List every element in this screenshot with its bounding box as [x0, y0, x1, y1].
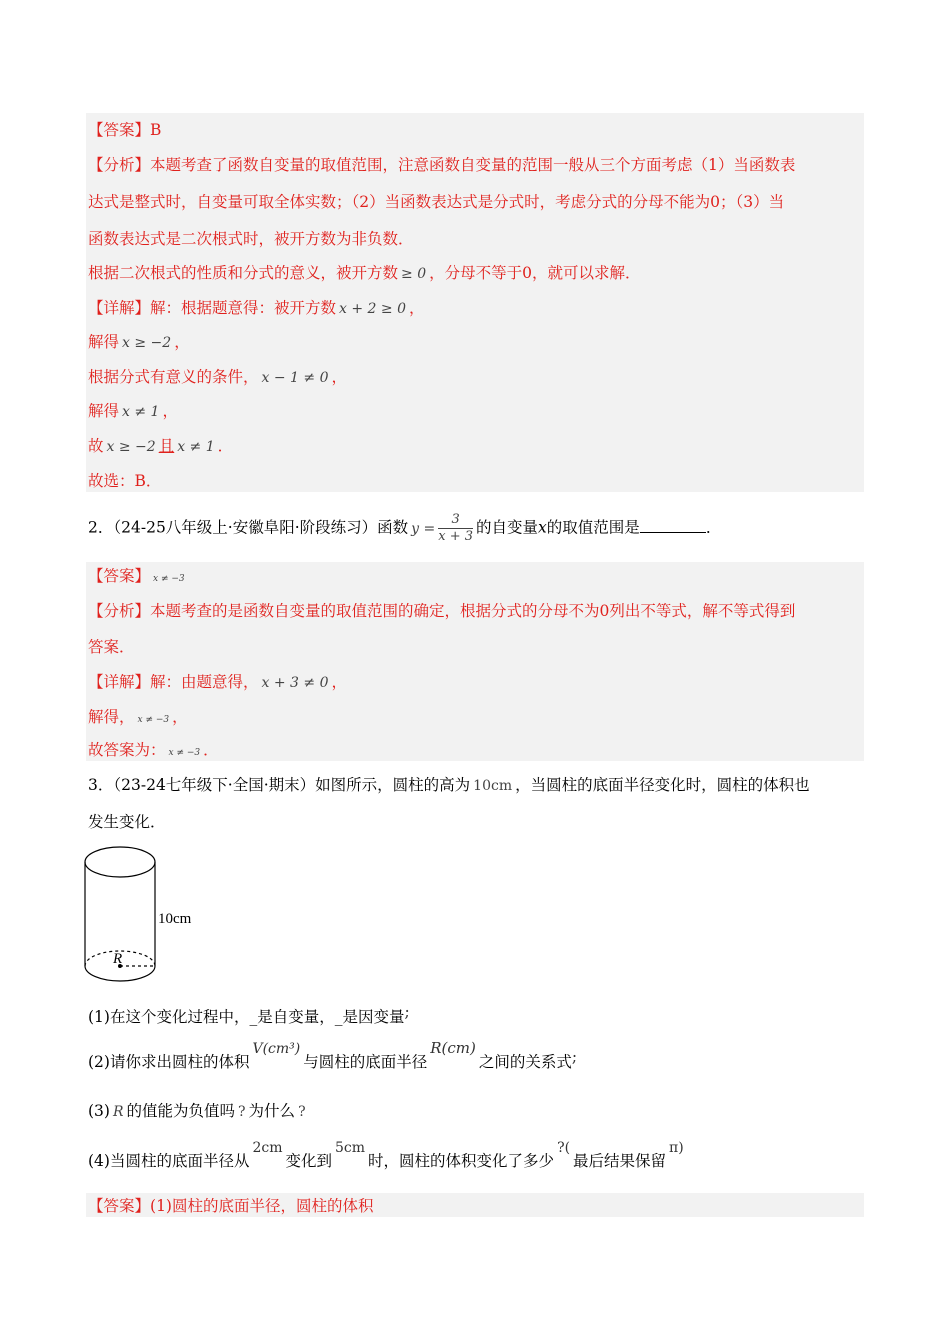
sub-question-text: 与圆柱的底面半径	[303, 1053, 428, 1071]
math-expression: x ≥ −2	[106, 439, 156, 455]
question-number: 3．	[88, 776, 114, 794]
math-expression: x ≠ 1	[122, 404, 160, 420]
math-expression: π)	[669, 1140, 684, 1156]
detail-text: 根据分式有意义的条件，	[88, 368, 259, 386]
q1-analysis-line1	[88, 155, 795, 175]
analysis-text: ，分母不等于0，就可以求解．	[429, 264, 641, 282]
answer-value: B	[150, 121, 162, 139]
cylinder-height-label: 10cm	[158, 911, 192, 927]
math-expression: y =	[411, 520, 436, 537]
q1-analysis-line4	[88, 263, 640, 284]
math-expression: ?	[298, 1104, 306, 1120]
q1-detail-line1	[88, 298, 425, 319]
detail-tag: 【详解】	[88, 673, 151, 691]
sub-question-text: (3)	[88, 1102, 110, 1120]
math-expression: 5cm	[335, 1140, 366, 1156]
q1-answer-line	[88, 120, 161, 140]
math-expression: x + 3 ≠ 0	[261, 675, 329, 691]
detail-text: ，	[331, 673, 348, 691]
analysis-tag: 【分析】	[88, 156, 151, 174]
sub-question-text: 最后结果保留	[573, 1152, 667, 1170]
math-expression: x ≠ −3	[153, 574, 185, 584]
sub-question-text: ;	[404, 1003, 410, 1021]
q2-analysis-line1	[88, 601, 795, 621]
sub-question-text: (2)请你求出圆柱的体积	[88, 1053, 250, 1071]
analysis-tag: 【分析】	[88, 602, 151, 620]
math-expression: x + 2 ≥ 0	[339, 301, 407, 317]
answer-tag: 【答案】	[88, 1197, 151, 1215]
math-expression: ≥ 0	[401, 266, 427, 282]
detail-text: ，	[174, 333, 190, 351]
answer-tag: 【答案】	[88, 567, 151, 585]
math-expression: ?	[238, 1104, 246, 1120]
q2-question	[88, 512, 721, 545]
q1-detail-line2	[88, 332, 190, 353]
q3-answer-line	[88, 1196, 373, 1216]
detail-text: ，	[331, 368, 348, 386]
analysis-text: 本题考查了函数自变量的取值范围，注意函数自变量的范围一般从三个方面考虑（1）当函数表	[150, 156, 796, 174]
math-expression: x ≠ 1	[177, 439, 215, 455]
fraction-denominator: x + 3	[438, 529, 474, 544]
answer-blank[interactable]	[640, 518, 706, 533]
q1-detail-line6	[88, 471, 161, 491]
fraction	[438, 512, 473, 545]
sub-question-text: ;	[571, 1048, 578, 1066]
math-expression: x ≠ −3	[168, 748, 201, 758]
math-expression: 2cm	[252, 1140, 283, 1156]
q3-sub4	[88, 1140, 687, 1172]
sub-question-text: 为什么	[248, 1102, 296, 1120]
question-text: 的自变量	[476, 518, 539, 537]
answer-tag: 【答案】	[88, 121, 151, 139]
question-text: 的取值范围是	[546, 518, 640, 537]
detail-text: 解：根据题意得：被开方数	[150, 299, 337, 317]
sub-question-text: 之间的关系式	[478, 1053, 572, 1071]
detail-text: ．	[217, 437, 234, 455]
analysis-text: 答案．	[88, 638, 135, 656]
analysis-text: 根据二次根式的性质和分式的意义，被开方数	[88, 264, 399, 282]
sub-question-text: (1)在这个变化过程中，_是自变量，_是因变量	[88, 1008, 405, 1026]
analysis-text: 本题考查的是函数自变量的取值范围的确定，根据分式的分母不为0列出不等式，解不等式得到	[150, 602, 796, 620]
q3-sub1	[88, 1003, 410, 1027]
detail-text: ，	[162, 402, 178, 420]
math-expression: ?(	[557, 1140, 571, 1156]
question-text: ，当圆柱的底面半径变化时，圆柱的体积也	[515, 776, 810, 794]
variable: x	[538, 518, 547, 537]
question-text: （24-25八年级上·安徽阜阳·阶段练习）函数	[113, 518, 409, 537]
math-expression: 10cm	[473, 778, 513, 794]
q2-detail-line3	[88, 740, 219, 763]
q2-detail-line1	[88, 672, 347, 693]
question-number: 2．	[88, 518, 114, 537]
detail-text: ，	[409, 299, 425, 317]
detail-tag: 【详解】	[88, 299, 151, 317]
q3-question-line1	[88, 775, 810, 796]
detail-text: 解：由题意得，	[150, 673, 259, 691]
q3-question-line2	[88, 812, 166, 832]
sub-question-text: 时，圆柱的体积变化了多少	[368, 1152, 555, 1170]
q3-sub3	[88, 1101, 309, 1122]
q2-detail-line2	[88, 707, 188, 730]
q1-detail-line3	[88, 367, 347, 388]
sub-question-text: 的值能为负值吗	[126, 1102, 236, 1120]
detail-text: 故选：B．	[88, 472, 162, 490]
detail-text: ，	[172, 708, 188, 726]
detail-text: 且	[158, 437, 175, 455]
q1-analysis-line2	[88, 192, 784, 212]
math-expression: V(cm³)	[252, 1041, 301, 1057]
answer-text: (1)圆柱的底面半径，圆柱的体积	[150, 1197, 374, 1215]
cylinder-bottom-front	[85, 966, 155, 981]
math-expression: R	[112, 1104, 124, 1120]
detail-text: 解得	[88, 402, 120, 420]
math-expression: x ≠ −3	[137, 715, 170, 725]
cylinder-top-ellipse	[85, 847, 155, 877]
question-text: 发生变化．	[88, 813, 166, 831]
question-text: ．	[705, 518, 722, 537]
q1-detail-line5	[88, 436, 233, 457]
sub-question-text: 变化到	[285, 1152, 333, 1170]
q2-answer-block	[86, 562, 864, 761]
analysis-text: 达式是整式时，自变量可取全体实数；（2）当函数表达式是分式时，考虑分式的分母不能为0；（3）当	[88, 193, 785, 211]
cylinder-radius-label: R	[113, 951, 123, 967]
q1-detail-line4	[88, 401, 178, 422]
q2-answer-line	[88, 566, 188, 589]
math-expression: R(cm)	[430, 1039, 476, 1057]
sub-question-text: (4)当圆柱的底面半径从	[88, 1152, 250, 1170]
math-expression: x ≥ −2	[122, 335, 172, 351]
detail-text: ．	[203, 741, 219, 759]
detail-text: 故	[88, 437, 104, 455]
q2-analysis-line2	[88, 637, 135, 657]
q3-sub2	[88, 1039, 578, 1073]
fraction-numerator: 3	[438, 512, 473, 529]
question-text: （23-24七年级下·全国·期末）如图所示，圆柱的高为	[113, 776, 471, 794]
q1-analysis-line3	[88, 229, 414, 249]
cylinder-figure	[82, 838, 212, 988]
detail-text: 解得，	[88, 708, 135, 726]
analysis-text: 函数表达式是二次根式时，被开方数为非负数．	[88, 230, 414, 248]
detail-text: 故答案为：	[88, 741, 166, 759]
detail-text: 解得	[88, 333, 120, 351]
math-expression: x − 1 ≠ 0	[261, 370, 329, 386]
